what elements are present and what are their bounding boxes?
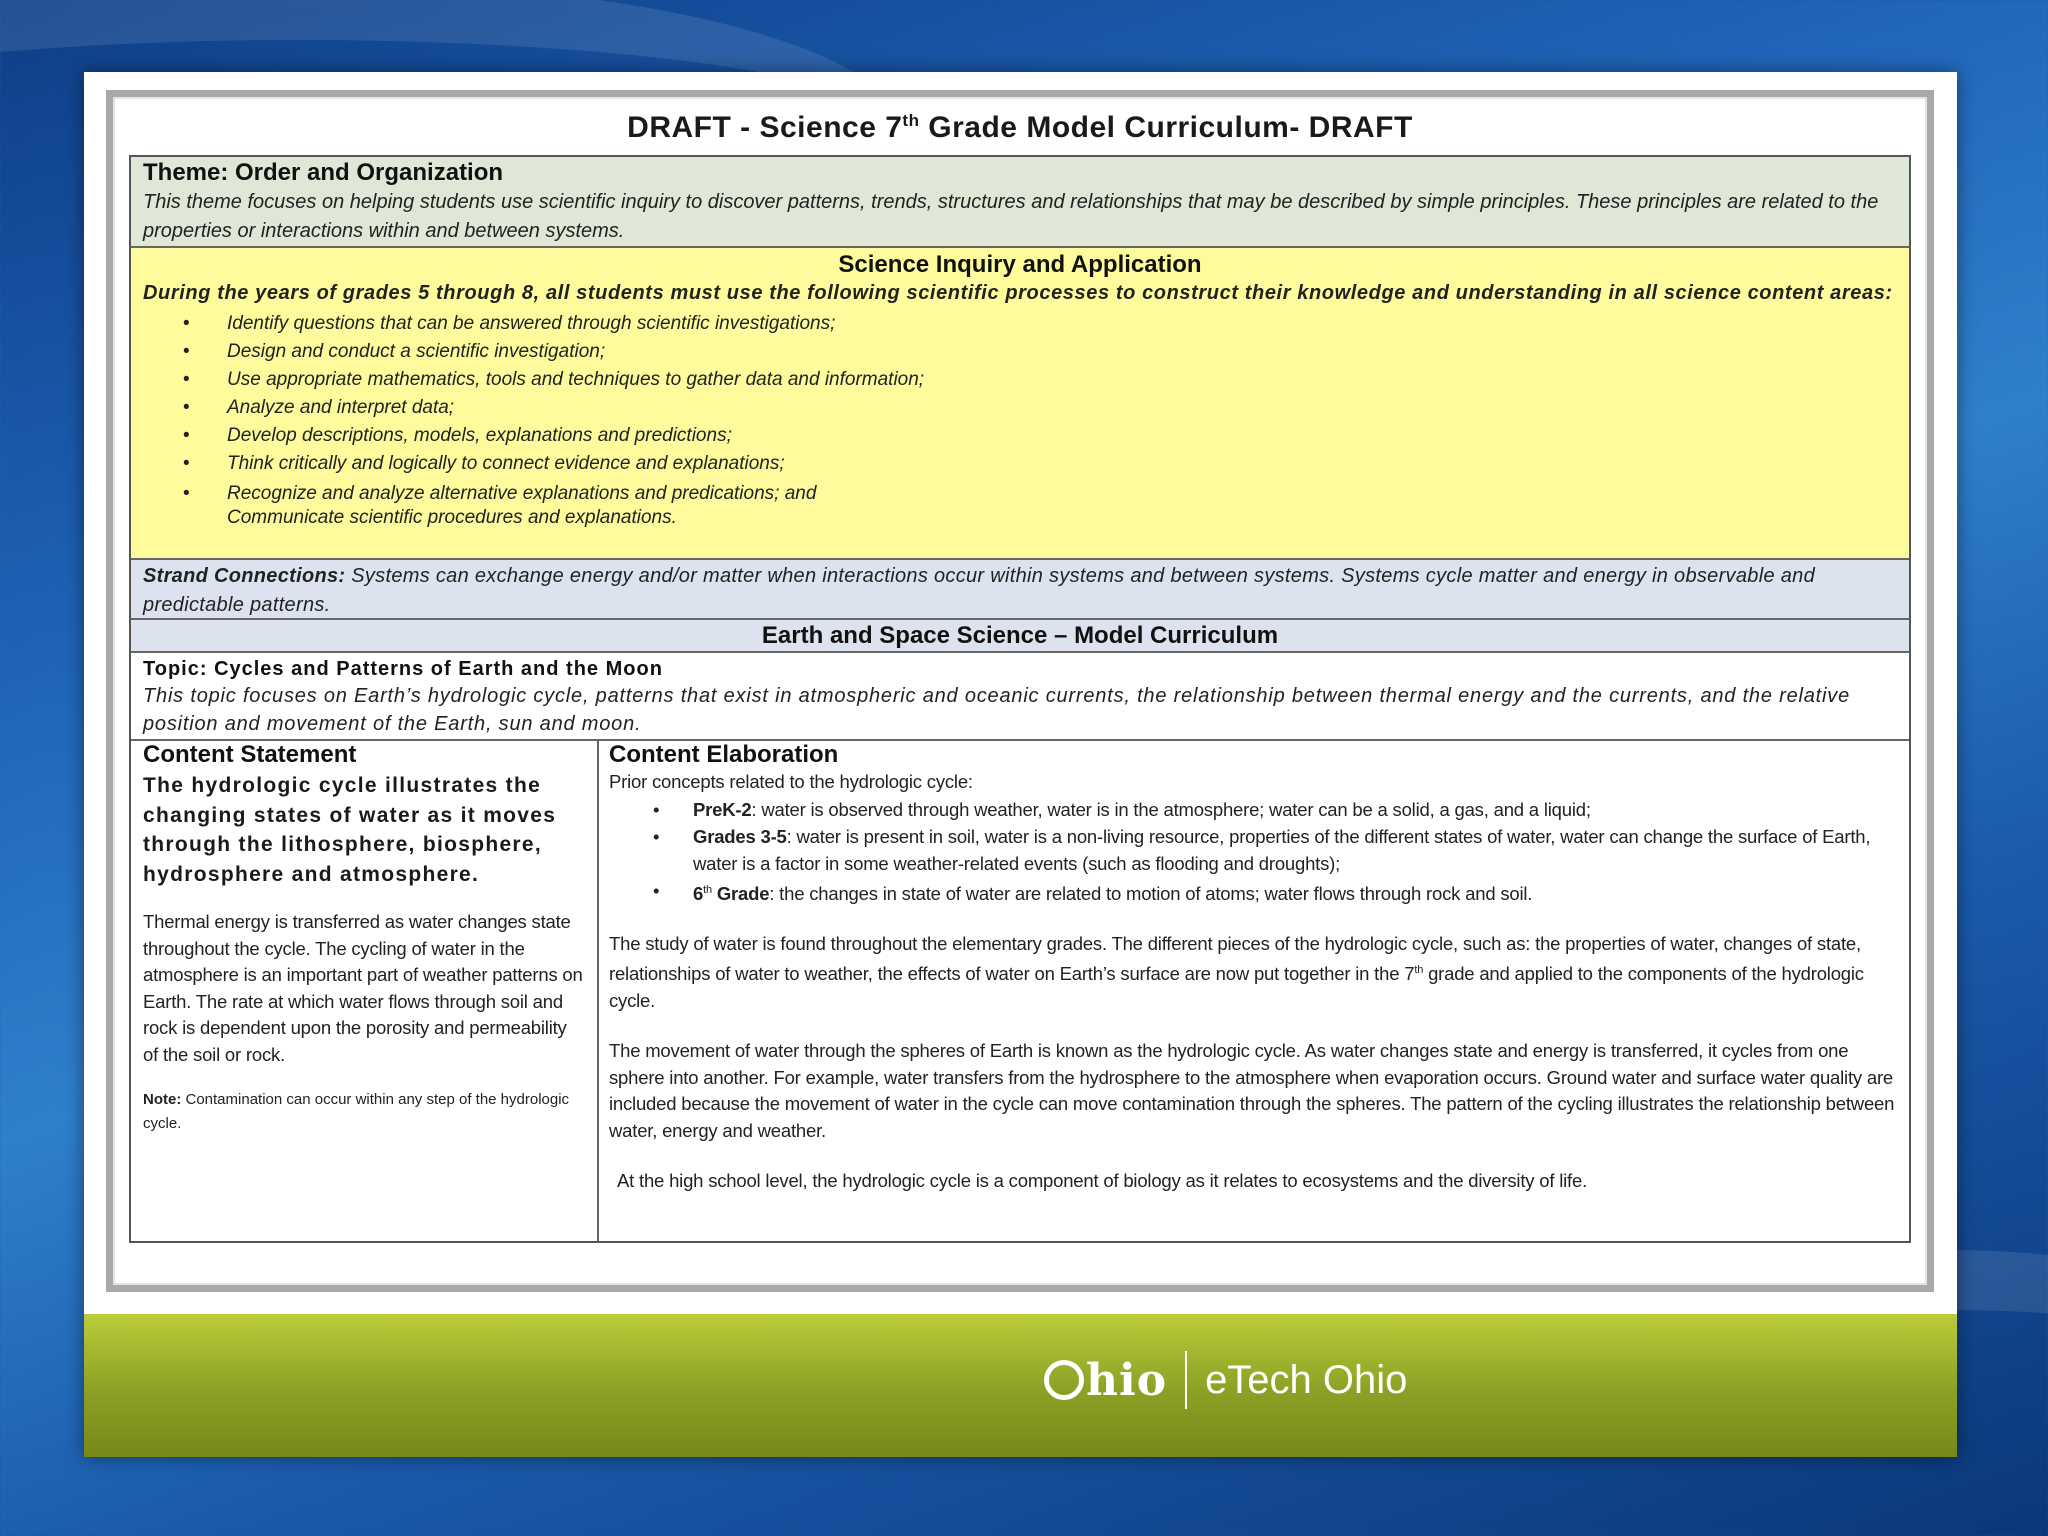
content-statement-paragraph: Thermal energy is transferred as water changes state throughout the cycle. The cycling of water in the atmosphere is an important part of weather patterns on Earth. The rate at which water flows through soil and rock is dependent upon the porosity and permeability of the soil or rock. xyxy=(143,911,583,1065)
content-statement-note: Note: Contamination can occur within any step of the hydrologic cycle. xyxy=(143,1091,570,1132)
prior-concepts-label: Prior concepts related to the hydrologic cycle: xyxy=(609,771,973,792)
footer-band xyxy=(84,1314,1957,1457)
document-frame xyxy=(106,90,1934,1292)
prior-concepts-list xyxy=(653,796,1899,907)
content-elaboration-column xyxy=(599,741,1909,1241)
list-item: • Identify questions that can be answered through scientific investigations; xyxy=(183,313,836,334)
strand-text: Systems can exchange energy and/or matter when interactions occur within systems and between systems. Systems cycle matter and energy in observable and predictable patterns. xyxy=(143,565,1815,616)
elaboration-paragraph-3: At the high school level, the hydrologic cycle is a component of biology as it relates to ecosystems and the diversity of life. xyxy=(617,1170,1588,1192)
ohio-logo-circle-icon xyxy=(1044,1360,1084,1400)
inquiry-list xyxy=(183,310,1897,530)
list-item: • Use appropriate mathematics, tools and techniques to gather data and information; xyxy=(183,369,925,390)
list-item: • 6th Grade: the changes in state of water are related to motion of atoms; water flows through rock and soil. xyxy=(653,879,1533,904)
inquiry-section xyxy=(131,248,1909,560)
list-item: • Design and conduct a scientific investigation; xyxy=(183,341,606,362)
document-title: DRAFT - Science 7th Grade Model Curriculum- DRAFT xyxy=(627,111,1413,144)
strand-connections xyxy=(131,560,1909,620)
content-elaboration-heading: Content Elaboration xyxy=(609,741,839,768)
list-item: • Recognize and analyze alternative explanations and predications; and Communicate scientific procedures and explanations. xyxy=(183,483,817,528)
slide xyxy=(84,72,1957,1457)
content-statement-heading: Content Statement xyxy=(143,741,357,768)
list-item: • PreK-2: water is observed through weather, water is in the atmosphere; water can be a solid, a gas, and a liquid; xyxy=(653,798,1591,820)
theme-heading: Theme: Order and Organization xyxy=(143,159,504,186)
content-statement-text: The hydrologic cycle illustrates the changing states of water as it moves through the lithosphere, biosphere, hydrosphere and atmosphere. xyxy=(143,774,557,886)
topic-heading: Topic: Cycles and Patterns of Earth and the Moon xyxy=(143,658,663,680)
inquiry-heading: Science Inquiry and Application xyxy=(838,251,1202,278)
inquiry-intro: During the years of grades 5 through 8, all students must use the following scientific processes to construct their knowledge and understanding in all science content areas: xyxy=(143,282,1893,304)
topic-description: This topic focuses on Earth’s hydrologic cycle, patterns that exist in atmospheric and oceanic currents, the relationship between thermal energy and the currents, and the relative position and movement of the Earth, sun and moon. xyxy=(143,685,1851,735)
curriculum-table xyxy=(129,155,1911,1243)
etech-ohio-label: eTech Ohio xyxy=(1205,1357,1408,1402)
brand-divider xyxy=(1185,1351,1187,1409)
list-item: • Develop descriptions, models, explanations and predictions; xyxy=(183,425,732,446)
content-statement-column xyxy=(131,741,599,1241)
list-item: • Grades 3-5: water is present in soil, water is a non-living resource, properties of the different states of water, water can change the surface of Earth, water is a factor in some weather-related events (such as flooding and droughts); xyxy=(653,825,1871,874)
theme-description: This theme focuses on helping students use scientific inquiry to discover patterns, trends, structures and relationships that may be described by simple principles. These principles are related to the properties or interactions within and between systems. xyxy=(143,191,1879,242)
content-section xyxy=(131,741,1909,1241)
elaboration-paragraph-2: The movement of water through the spheres of Earth is known as the hydrologic cycle. As water changes state and energy is transferred, it cycles from one sphere into another. For example, water transfers from the hydrosphere to the atmosphere when evaporation occurs. Ground water and surface water quality are included because the movement of water in the cycle can move contamination through the spheres. The pattern of the cycling illustrates the relationship between water, energy and weather. xyxy=(609,1040,1895,1141)
list-item: • Analyze and interpret data; xyxy=(183,397,455,418)
ohio-logo: hio xyxy=(1044,1355,1167,1406)
elaboration-paragraph-1: The study of water is found throughout the elementary grades. The different pieces of the hydrologic cycle, such as: the properties of water, changes of state, relationships of water to weather, the effects of water on Earth’s surface are now put together in the 7th grade and applied to the components of the hydrologic cycle. xyxy=(609,932,1864,1011)
strand-label: Strand Connections: xyxy=(143,565,346,587)
topic-section xyxy=(131,653,1909,741)
earth-space-heading: Earth and Space Science – Model Curriculum xyxy=(131,620,1909,653)
ohio-brand xyxy=(1044,1344,1407,1416)
list-item: • Think critically and logically to connect evidence and explanations; xyxy=(183,453,785,474)
theme-section xyxy=(131,157,1909,248)
